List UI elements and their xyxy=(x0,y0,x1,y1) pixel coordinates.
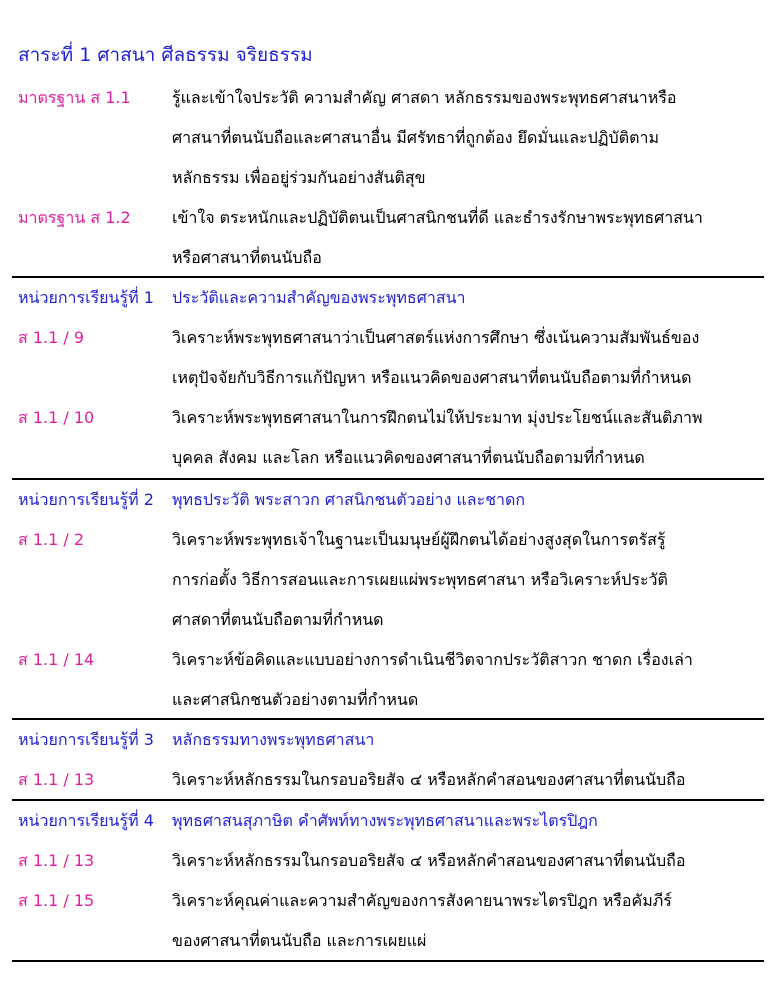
text-line: วิเคราะห์ข้อคิดและแบบอย่างการดำเนินชีวิตจากประวัติสาวก ชาดก เรื่องเล่า xyxy=(172,650,693,669)
indicator-code: ส 1.1 / 14 xyxy=(18,650,95,669)
text-line: การก่อตั้ง วิธีการสอนและการเผยแผ่พระพุทธศาสนา หรือวิเคราะห์ประวัติ xyxy=(172,570,668,589)
text-line: หลักธรรมทางพระพุทธศาสนา xyxy=(172,730,375,749)
unit-label: หน่วยการเรียนรู้ที่ 3 xyxy=(18,730,154,749)
text-line: หลักธรรม เพื่ออยู่ร่วมกันอย่างสันติสุข xyxy=(172,168,426,187)
text-line: วิเคราะห์พระพุทธศาสนาว่าเป็นศาสตร์แห่งการศึกษา ซึ่งเน้นความสัมพันธ์ของ xyxy=(172,328,700,347)
indicator-description xyxy=(172,760,762,800)
indicator-description xyxy=(172,881,762,961)
indicator-code: ส 1.1 / 15 xyxy=(18,891,95,910)
text-line: ศาสดาที่ตนนับถือตามที่กำหนด xyxy=(172,610,384,629)
standard-description xyxy=(172,198,762,278)
text-line: ประวัติและความสำคัญของพระพุทธศาสนา xyxy=(172,288,466,307)
indicator-code: ส 1.1 / 9 xyxy=(18,328,85,347)
text-line: วิเคราะห์พระพุทธเจ้าในฐานะเป็นมนุษย์ผู้ฝึกตนได้อย่างสูงสุดในการตรัสรู้ xyxy=(172,530,666,549)
unit-label: หน่วยการเรียนรู้ที่ 4 xyxy=(18,811,154,830)
text-line: ศาสนาที่ตนนับถือและศาสนาอื่น มีศรัทธาที่ถูกต้อง ยึดมั่นและปฏิบัติตาม xyxy=(172,128,660,147)
indicator-description xyxy=(172,640,762,720)
unit-title xyxy=(172,801,762,841)
text-line: วิเคราะห์หลักธรรมในกรอบอริยสัจ ๔ หรือหลักคำสอนของศาสนาที่ตนนับถือ xyxy=(172,851,686,870)
text-line: วิเคราะห์พระพุทธศาสนาในการฝึกตนไม่ให้ประมาท มุ่งประโยชน์และสันติภาพ xyxy=(172,408,703,427)
indicator-code: ส 1.1 / 13 xyxy=(18,851,95,870)
text-line: หรือศาสนาที่ตนนับถือ xyxy=(172,248,322,267)
text-line: บุคคล สังคม และโลก หรือแนวคิดของศาสนาที่ตนนับถือตามที่กำหนด xyxy=(172,448,645,467)
text-line: รู้และเข้าใจประวัติ ความสำคัญ ศาสดา หลักธรรมของพระพุทธศาสนาหรือ xyxy=(172,88,677,107)
indicator-code: ส 1.1 / 13 xyxy=(18,770,95,789)
text-line: เหตุปัจจัยกับวิธีการแก้ปัญหา หรือแนวคิดของศาสนาที่ตนนับถือตามที่กำหนด xyxy=(172,368,692,387)
text-line: วิเคราะห์หลักธรรมในกรอบอริยสัจ ๔ หรือหลักคำสอนของศาสนาที่ตนนับถือ xyxy=(172,770,686,789)
indicator-code: ส 1.1 / 2 xyxy=(18,530,85,549)
text-line: ของศาสนาที่ตนนับถือ และการเผยแผ่ xyxy=(172,931,427,950)
page-title: สาระที่ 1 ศาสนา ศีลธรรม จริยธรรม xyxy=(18,44,313,66)
indicator-description xyxy=(172,841,762,881)
indicator-description xyxy=(172,520,762,640)
text-line: และศาสนิกชนตัวอย่างตามที่กำหนด xyxy=(172,690,419,709)
unit-title xyxy=(172,278,762,318)
unit-title xyxy=(172,480,762,520)
indicator-description xyxy=(172,318,762,398)
unit-title xyxy=(172,720,762,760)
unit-label: หน่วยการเรียนรู้ที่ 2 xyxy=(18,490,154,509)
unit-label: หน่วยการเรียนรู้ที่ 1 xyxy=(18,288,154,307)
standard-code: มาตรฐาน ส 1.2 xyxy=(18,208,131,227)
text-line: พุทธประวัติ พระสาวก ศาสนิกชนตัวอย่าง และชาดก xyxy=(172,490,526,509)
text-line: เข้าใจ ตระหนักและปฏิบัติตนเป็นศาสนิกชนที่ดี และธำรงรักษาพระพุทธศาสนา xyxy=(172,208,703,227)
text-line: พุทธศาสนสุภาษิต คำศัพท์ทางพระพุทธศาสนาและพระไตรปิฎก xyxy=(172,811,598,830)
indicator-code: ส 1.1 / 10 xyxy=(18,408,95,427)
indicator-description xyxy=(172,398,762,478)
standard-code: มาตรฐาน ส 1.1 xyxy=(18,88,131,107)
text-line: วิเคราะห์คุณค่าและความสำคัญของการสังคายนาพระไตรปิฎก หรือคัมภีร์ xyxy=(172,891,672,910)
section-divider xyxy=(12,960,764,962)
standard-description xyxy=(172,78,762,198)
